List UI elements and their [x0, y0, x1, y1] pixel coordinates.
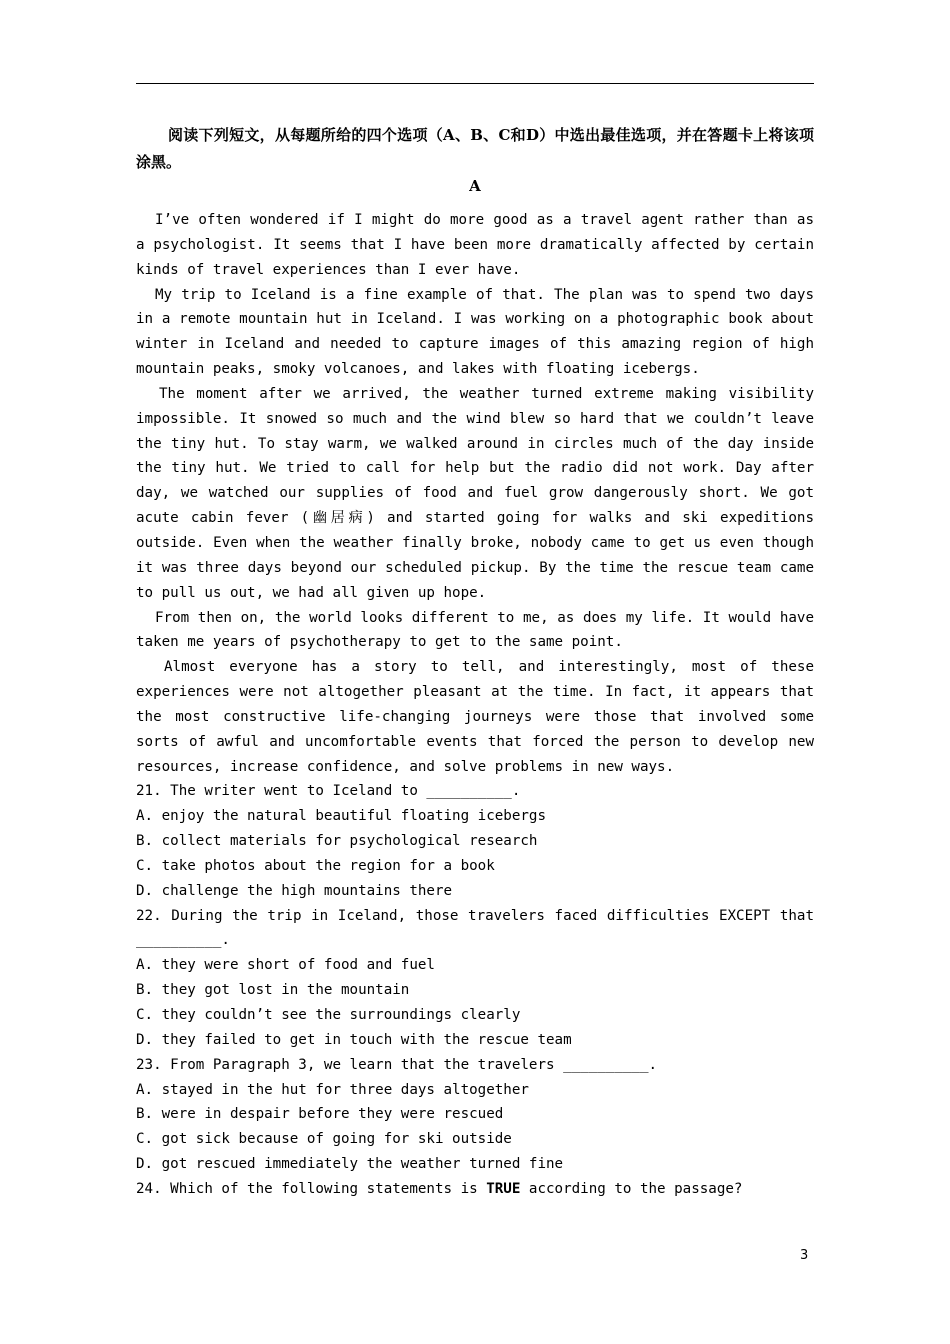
question-22-option-d: D. they failed to get in touch with the rescue team: [136, 1031, 572, 1048]
question-23-option-b: B. were in despair before they were rescued: [136, 1106, 504, 1123]
passage-paragraph-4: From then on, the world looks different to me, as does my life. It would have taken me years of psychotherapy to get to the same point.: [136, 609, 814, 651]
question-21-option-d: D. challenge the high mountains there: [136, 882, 453, 899]
header-rule: [136, 83, 814, 84]
question-22-option-c: C. they couldn’t see the surroundings clearly: [136, 1007, 521, 1023]
question-24-stem: [136, 1177, 814, 1202]
passage-paragraph-1: I’ve often wondered if I might do more good as a travel agent rather than as a psychologist. It seems that I have been more dramatically affected by certain kinds of travel experiences than I ever have.: [136, 212, 814, 278]
passage-paragraph-5: Almost everyone has a story to tell, and interestingly, most of these experiences were not altogether pleasant at the time. In fact, it appears that the most constructive life-changing journeys were those that involved some sorts of awful and uncomfortable events that forced the person to develop new resources, increase confidence, and solve problems in new ways.: [136, 659, 814, 775]
question-24-stem-start: 24. Which of the following statements is: [136, 1180, 487, 1197]
section-label: A: [469, 177, 481, 195]
question-23-option-a: A. stayed in the hut for three days altogether: [136, 1081, 529, 1098]
question-21-stem: 21. The writer went to Iceland to __________.: [136, 783, 521, 800]
question-22-option-b: B. they got lost in the mountain: [136, 982, 410, 999]
question-23-stem: 23. From Paragraph 3, we learn that the travelers __________.: [136, 1056, 658, 1073]
question-24-stem-end: according to the passage?: [520, 1180, 743, 1197]
passage-paragraph-2: My trip to Iceland is a fine example of that. The plan was to spend two days in a remote mountain hut in Iceland. I was working on a photographic book about winter in Iceland and needed to capture images of this amazing region of high mountain peaks, smoky volcanoes, and lakes with floating icebergs.: [136, 286, 814, 378]
question-23-option-c: C. got sick because of going for ski outside: [136, 1131, 512, 1148]
instruction-text: 阅读下列短文，从每题所给的四个选项（A、B、C和D）中选出最佳选项，并在答题卡上将该项涂黑。: [136, 126, 814, 171]
question-23-option-d: D. got rescued immediately the weather turned fine: [136, 1156, 564, 1173]
question-21-option-a: A. enjoy the natural beautiful floating icebergs: [136, 808, 546, 825]
passage-paragraph-3: The moment after we arrived, the weather turned extreme making visibility impossible. It snowed so much and the wind blew so hard that we couldn’t leave the tiny hut. To stay warm, we walked around in circles much of the day inside the tiny hut. We tried to call for help but the radio did not work. Day after day, we watched our supplies of food and fuel grow dangerously short. We got acute cabin fever (幽居病) and started going for walks and ski expeditions outside. Even when the weather finally broke, nobody came to get us even though it was three days beyond our scheduled pickup. By the time the rescue team came to pull us out, we had all given up hope.: [136, 385, 814, 601]
passage-body: [136, 208, 814, 1202]
page-number: 3: [800, 1248, 809, 1263]
question-21-option-b: B. collect materials for psychological research: [136, 833, 538, 850]
question-24-emphasis: TRUE: [486, 1180, 521, 1197]
question-22-option-a: A. they were short of food and fuel: [136, 957, 435, 974]
question-21-option-c: C. take photos about the region for a book: [136, 857, 495, 874]
question-22-stem: 22. During the trip in Iceland, those travelers faced difficulties EXCEPT that __________.: [136, 907, 814, 949]
